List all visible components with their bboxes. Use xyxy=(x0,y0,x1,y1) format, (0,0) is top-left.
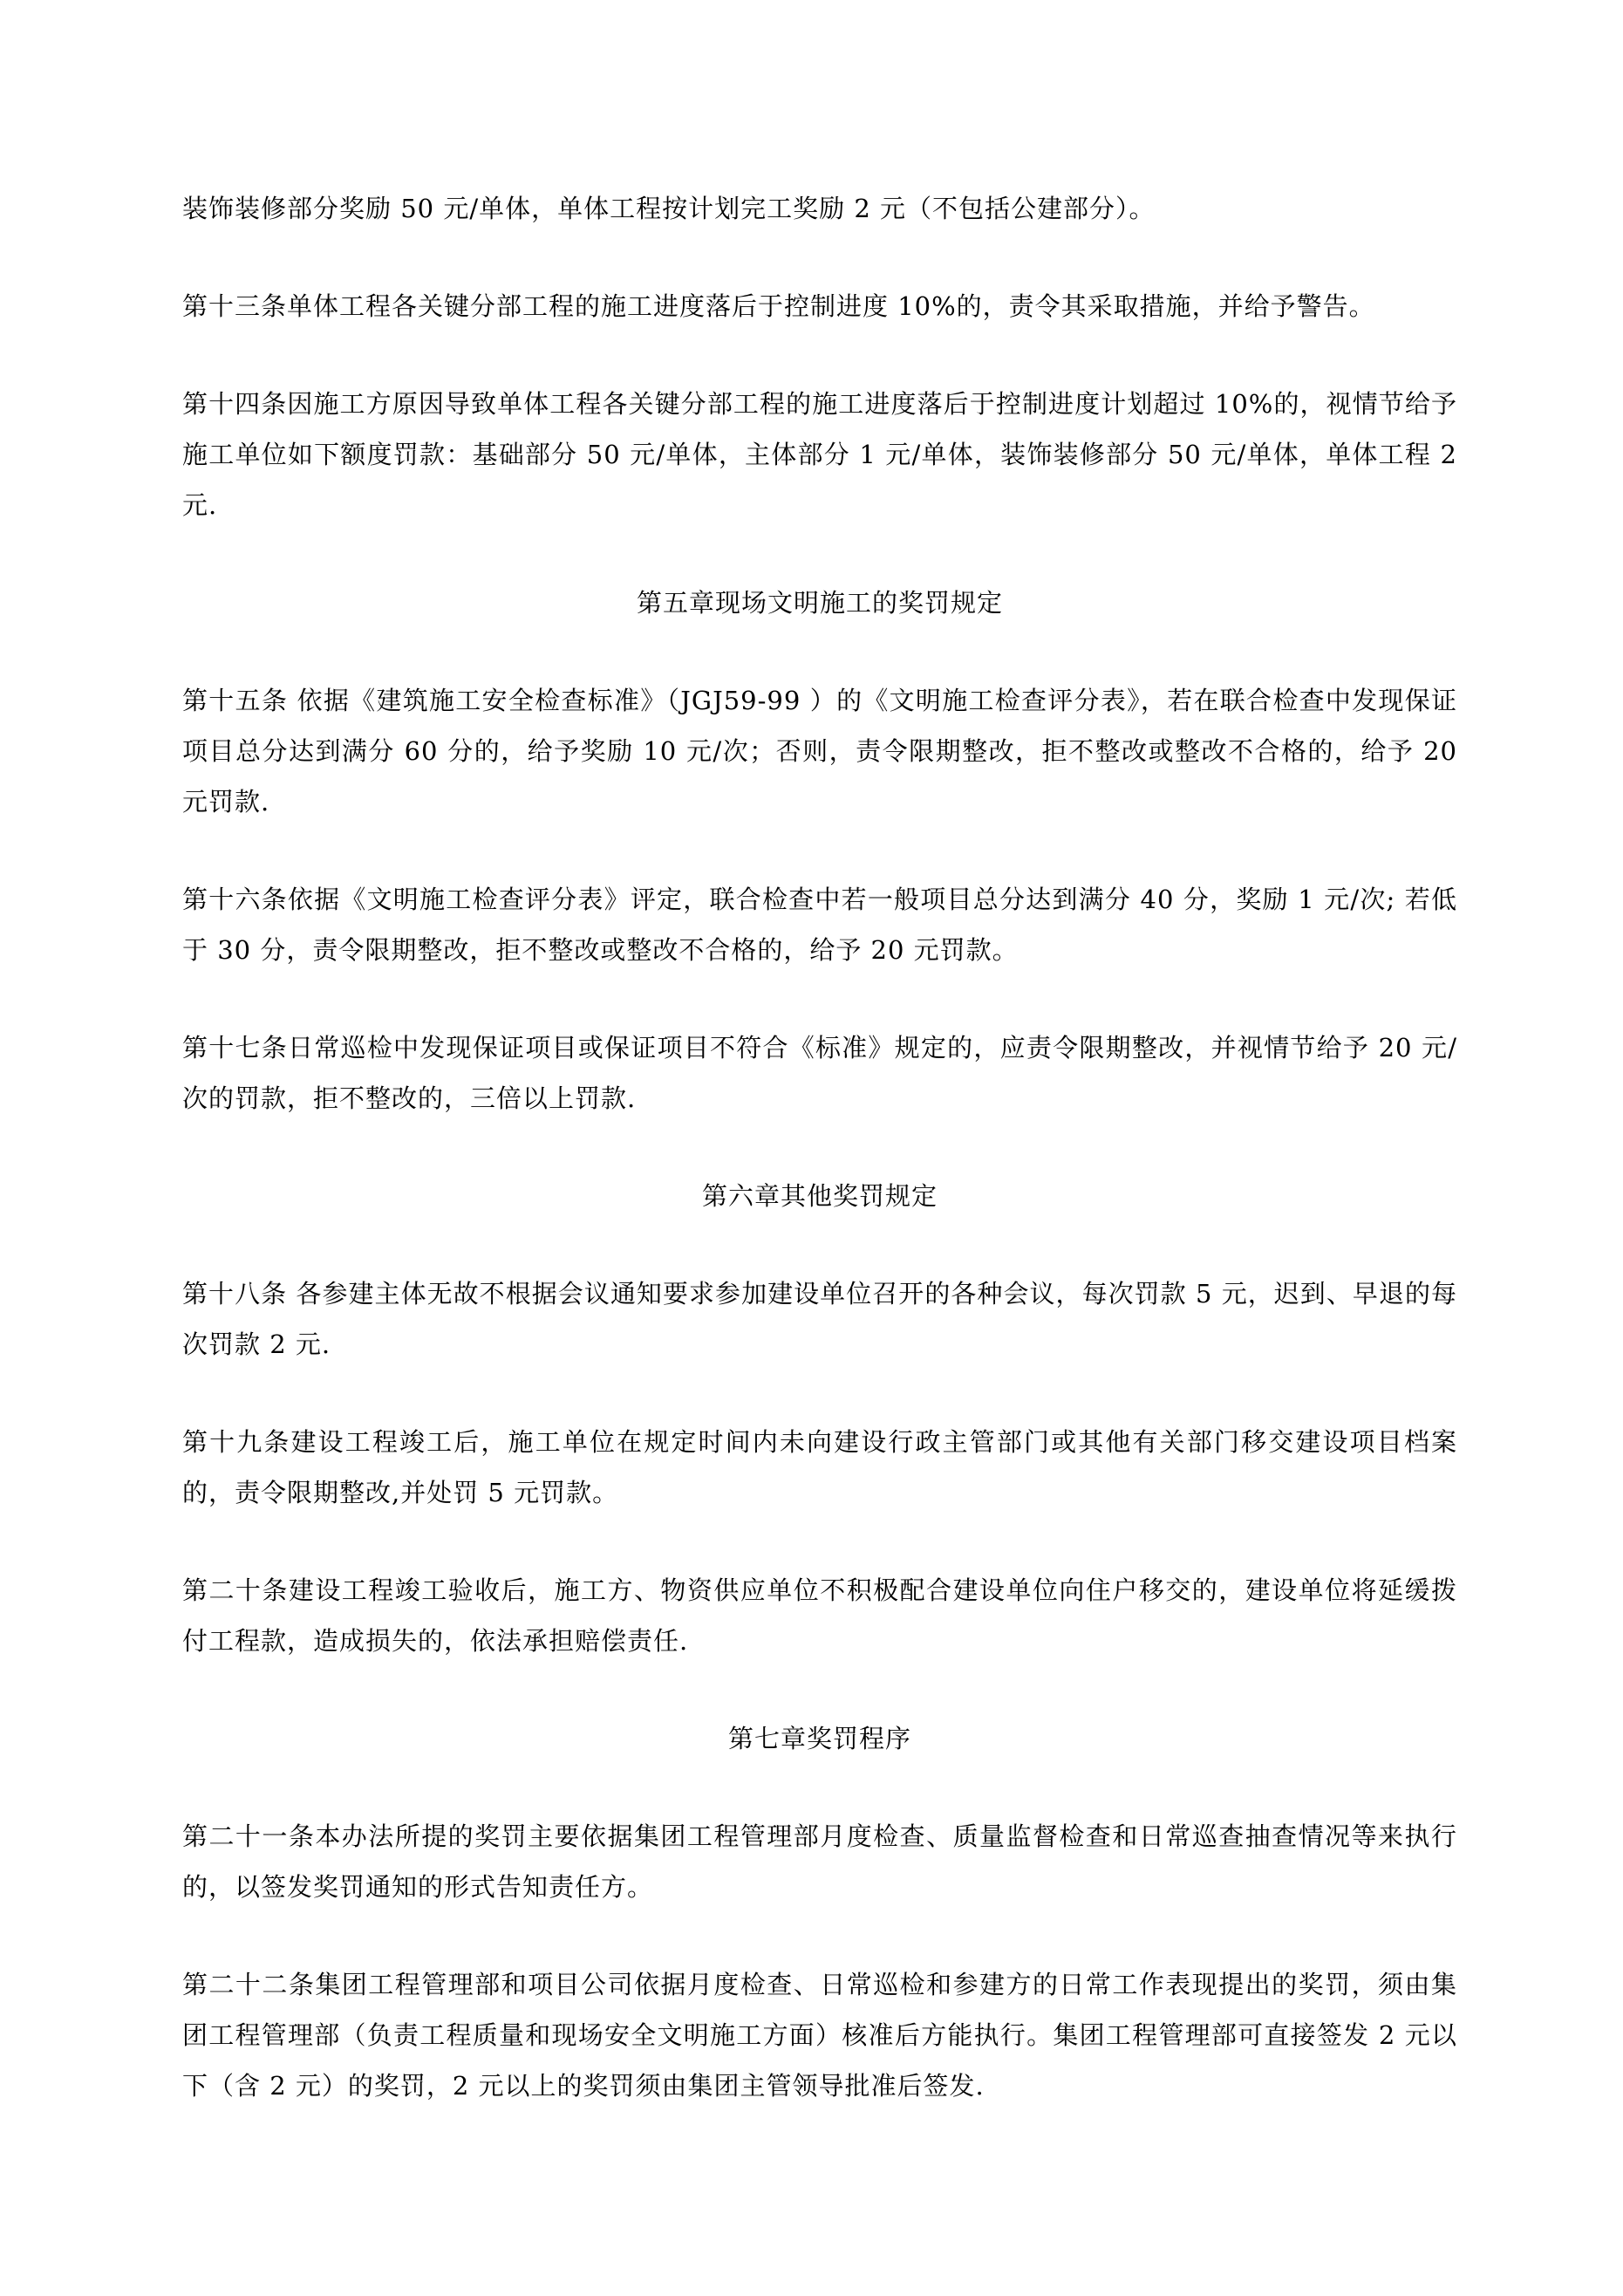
chapter-6-heading: 第六章其他奖罚规定 xyxy=(701,1181,938,1211)
paragraph-reward-decoration: 装饰装修部分奖励 50 元/单体，单体工程按计划完工奖励 2 元（不包括公建部分）。 xyxy=(182,194,1156,223)
article-19: 第十九条建设工程竣工后，施工单位在规定时间内未向建设行政主管部门或其他有关部门移交建设项目档案的，责令限期整改,并处罚 5 元罚款。 xyxy=(182,1427,1457,1507)
article-15: 第十五条 依据《建筑施工安全检查标准》（JGJ59-99 ）的《文明施工检查评分表》，若在联合检查中发现保证项目总分达到满分 60 分的，给予奖励 10 元/次；否则，责令限期整改，拒不整改或整改不合格的，给予 20 元罚款. xyxy=(182,686,1457,817)
article-20: 第二十条建设工程竣工验收后，施工方、物资供应单位不积极配合建设单位向住户移交的，建设单位将延缓拨付工程款，造成损失的，依法承担赔偿责任. xyxy=(182,1575,1457,1656)
document-body xyxy=(182,183,1457,2111)
article-21: 第二十一条本办法所提的奖罚主要依据集团工程管理部月度检查、质量监督检查和日常巡查抽查情况等来执行的，以签发奖罚通知的形式告知责任方。 xyxy=(182,1821,1457,1902)
chapter-5-heading: 第五章现场文明施工的奖罚规定 xyxy=(636,588,1003,618)
article-16: 第十六条依据《文明施工检查评分表》评定，联合检查中若一般项目总分达到满分 40 分，奖励 1 元/次; 若低于 30 分，责令限期整改，拒不整改或整改不合格的，给予 20 元罚款。 xyxy=(182,885,1457,965)
article-14: 第十四条因施工方原因导致单体工程各关键分部工程的施工进度落后于控制进度计划超过 10%的，视情节给予施工单位如下额度罚款：基础部分 50 元/单体，主体部分 1 元/单体，装饰装修部分 50 元/单体，单体工程 2 元. xyxy=(182,389,1457,520)
article-22: 第二十二条集团工程管理部和项目公司依据月度检查、日常巡检和参建方的日常工作表现提出的奖罚，须由集团工程管理部（负责工程质量和现场安全文明施工方面）核准后方能执行。集团工程管理部可直接签发 2 元以下（含 2 元）的奖罚，2 元以上的奖罚须由集团主管领导批准后签发. xyxy=(182,1970,1457,2101)
chapter-7-heading: 第七章奖罚程序 xyxy=(727,1724,911,1753)
article-17: 第十七条日常巡检中发现保证项目或保证项目不符合《标准》规定的，应责令限期整改，并视情节给予 20 元/次的罚款，拒不整改的，三倍以上罚款. xyxy=(182,1033,1457,1113)
article-13: 第十三条单体工程各关键分部工程的施工进度落后于控制进度 10%的，责令其采取措施，并给予警告。 xyxy=(182,291,1375,321)
article-18: 第十八条 各参建主体无故不根据会议通知要求参加建设单位召开的各种会议，每次罚款 5 元，迟到、早退的每次罚款 2 元. xyxy=(182,1279,1457,1359)
